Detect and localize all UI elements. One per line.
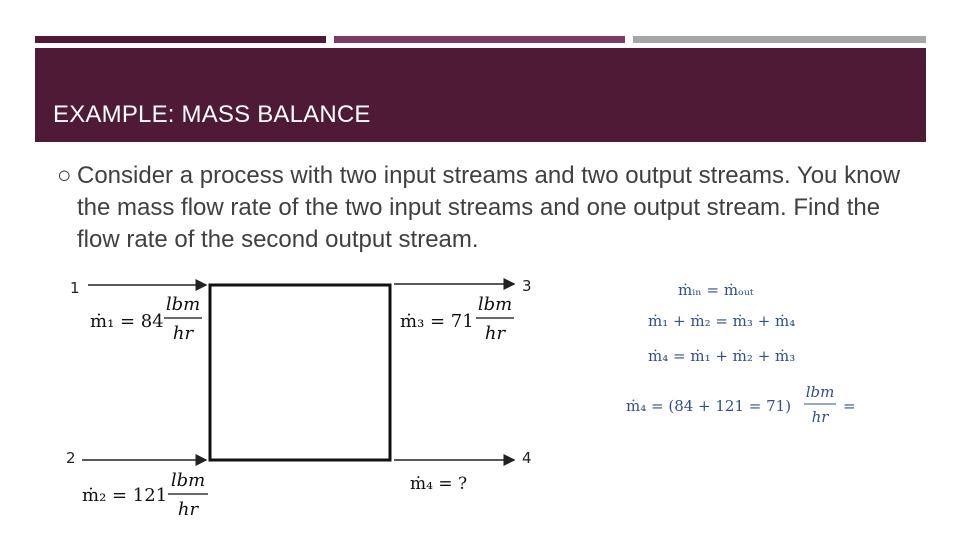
m1-unit-den: hr <box>172 323 194 344</box>
m3-unit-num: lbm <box>477 294 513 315</box>
process-box <box>210 285 390 460</box>
equation-3: ṁ₄ = ṁ₁ + ṁ₂ + ṁ₃ <box>648 347 796 365</box>
bullet-text: Consider a process with two input streams and two output streams. You know the mass flow rate of the two input streams and one output stream. Find the flow rate of the second output stream. <box>77 162 901 253</box>
m1-lhs: ṁ₁ = 84 <box>90 311 164 332</box>
m3-equation <box>400 294 514 344</box>
equation-4 <box>626 383 856 426</box>
m3-lhs: ṁ₃ = 71 <box>400 311 474 332</box>
equation-2: ṁ₁ + ṁ₂ = ṁ₃ + ṁ₄ <box>648 312 796 330</box>
stream-label-1: 1 <box>70 279 80 297</box>
slide-title: EXAMPLE: MASS BALANCE <box>53 101 371 128</box>
hollow-circle-bullet-icon: ○ <box>57 162 72 189</box>
stream-label-2: 2 <box>66 449 76 467</box>
m1-equation <box>90 294 202 344</box>
equation-4-rhs: = <box>843 397 856 415</box>
stream-label-4: 4 <box>522 449 532 467</box>
m2-lhs: ṁ₂ = 121 <box>82 485 168 506</box>
m1-unit-num: lbm <box>165 294 201 315</box>
stream-label-3: 3 <box>522 277 532 295</box>
m2-unit-num: lbm <box>170 470 206 491</box>
equation-4-unit-num: lbm <box>805 383 835 401</box>
equation-4-lhs: ṁ₄ = (84 + 121 = 71) <box>626 397 792 415</box>
m4-unknown: ṁ₄ = ? <box>410 474 468 494</box>
equation-4-unit-den: hr <box>811 408 829 426</box>
m2-unit-den: hr <box>177 499 199 520</box>
m3-unit-den: hr <box>484 323 506 344</box>
equation-1: ṁᵢₙ = ṁₒᵤₜ <box>678 281 754 299</box>
m2-equation <box>82 470 208 520</box>
